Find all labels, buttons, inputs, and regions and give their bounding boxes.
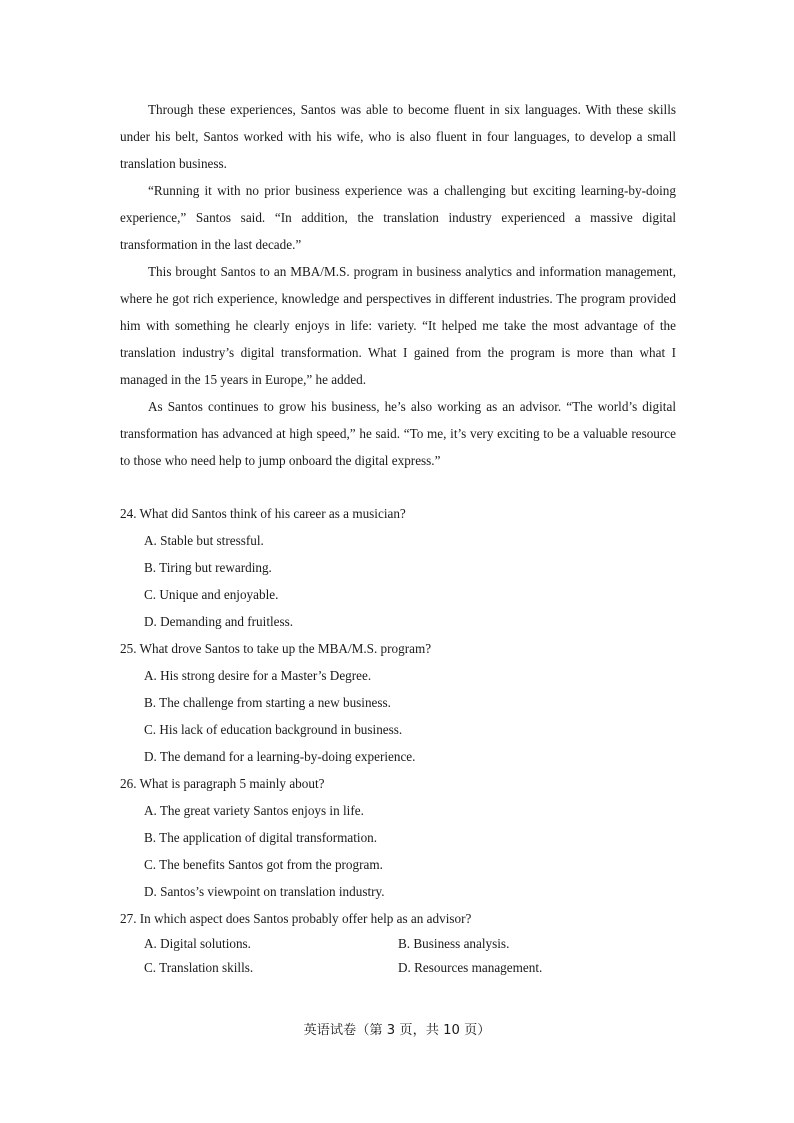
answer-option: B. Business analysis. bbox=[398, 936, 510, 951]
answer-option: A. The great variety Santos enjoys in life. bbox=[144, 803, 364, 818]
question-24 bbox=[120, 500, 680, 635]
answer-option: A. Digital solutions. bbox=[144, 936, 251, 951]
reading-passage bbox=[120, 96, 676, 474]
question-stem: 27. In which aspect does Santos probably offer help as an advisor? bbox=[120, 911, 472, 926]
answer-option: C. Unique and enjoyable. bbox=[144, 587, 279, 602]
answer-option: C. His lack of education background in business. bbox=[144, 722, 403, 737]
answer-option: D. Santos’s viewpoint on translation industry. bbox=[144, 884, 385, 899]
passage-paragraph: “Running it with no prior business experience was a challenging but exciting learning-by-doing experience,” Santos said. “In addition, the translation industry experienced a massive digital transformation in the last decade.” bbox=[120, 183, 676, 252]
page-footer: 英语试卷（第 3 页，共 10 页） bbox=[303, 1023, 491, 1038]
question-26 bbox=[120, 770, 680, 905]
answer-option: B. The challenge from starting a new business. bbox=[144, 695, 391, 710]
question-27 bbox=[120, 905, 680, 980]
passage-paragraph: As Santos continues to grow his business, he’s also working as an advisor. “The world’s digital transformation has advanced at high speed,” he said. “To me, it’s very exciting to be a valuable resource to those who need help to jump onboard the digital express.” bbox=[120, 399, 676, 468]
question-stem: 26. What is paragraph 5 mainly about? bbox=[120, 776, 325, 791]
answer-option: D. Resources management. bbox=[398, 960, 543, 975]
answer-option: C. The benefits Santos got from the program. bbox=[144, 857, 383, 872]
question-stem: 25. What drove Santos to take up the MBA/M.S. program? bbox=[120, 641, 432, 656]
answer-option: D. The demand for a learning-by-doing experience. bbox=[144, 749, 416, 764]
answer-option: C. Translation skills. bbox=[144, 960, 254, 975]
answer-option: B. Tiring but rewarding. bbox=[144, 560, 272, 575]
answer-option: B. The application of digital transformation. bbox=[144, 830, 378, 845]
answer-option-grid bbox=[120, 932, 680, 980]
question-list bbox=[120, 500, 680, 980]
passage-paragraph: Through these experiences, Santos was able to become fluent in six languages. With these skills under his belt, Santos worked with his wife, who is also fluent in four languages, to develop a small translation business. bbox=[120, 102, 676, 171]
question-25 bbox=[120, 635, 680, 770]
answer-option: D. Demanding and fruitless. bbox=[144, 614, 294, 629]
passage-paragraph: This brought Santos to an MBA/M.S. program in business analytics and information management, where he got rich experience, knowledge and perspectives in different industries. The program provided him with something he clearly enjoys in life: variety. “It helped me take the most advantage of the translation industry’s digital transformation. What I gained from the program is more than what I managed in the 15 years in Europe,” he added. bbox=[120, 264, 676, 387]
answer-option: A. His strong desire for a Master’s Degree. bbox=[144, 668, 372, 683]
question-stem: 24. What did Santos think of his career as a musician? bbox=[120, 506, 406, 521]
answer-option: A. Stable but stressful. bbox=[144, 533, 264, 548]
